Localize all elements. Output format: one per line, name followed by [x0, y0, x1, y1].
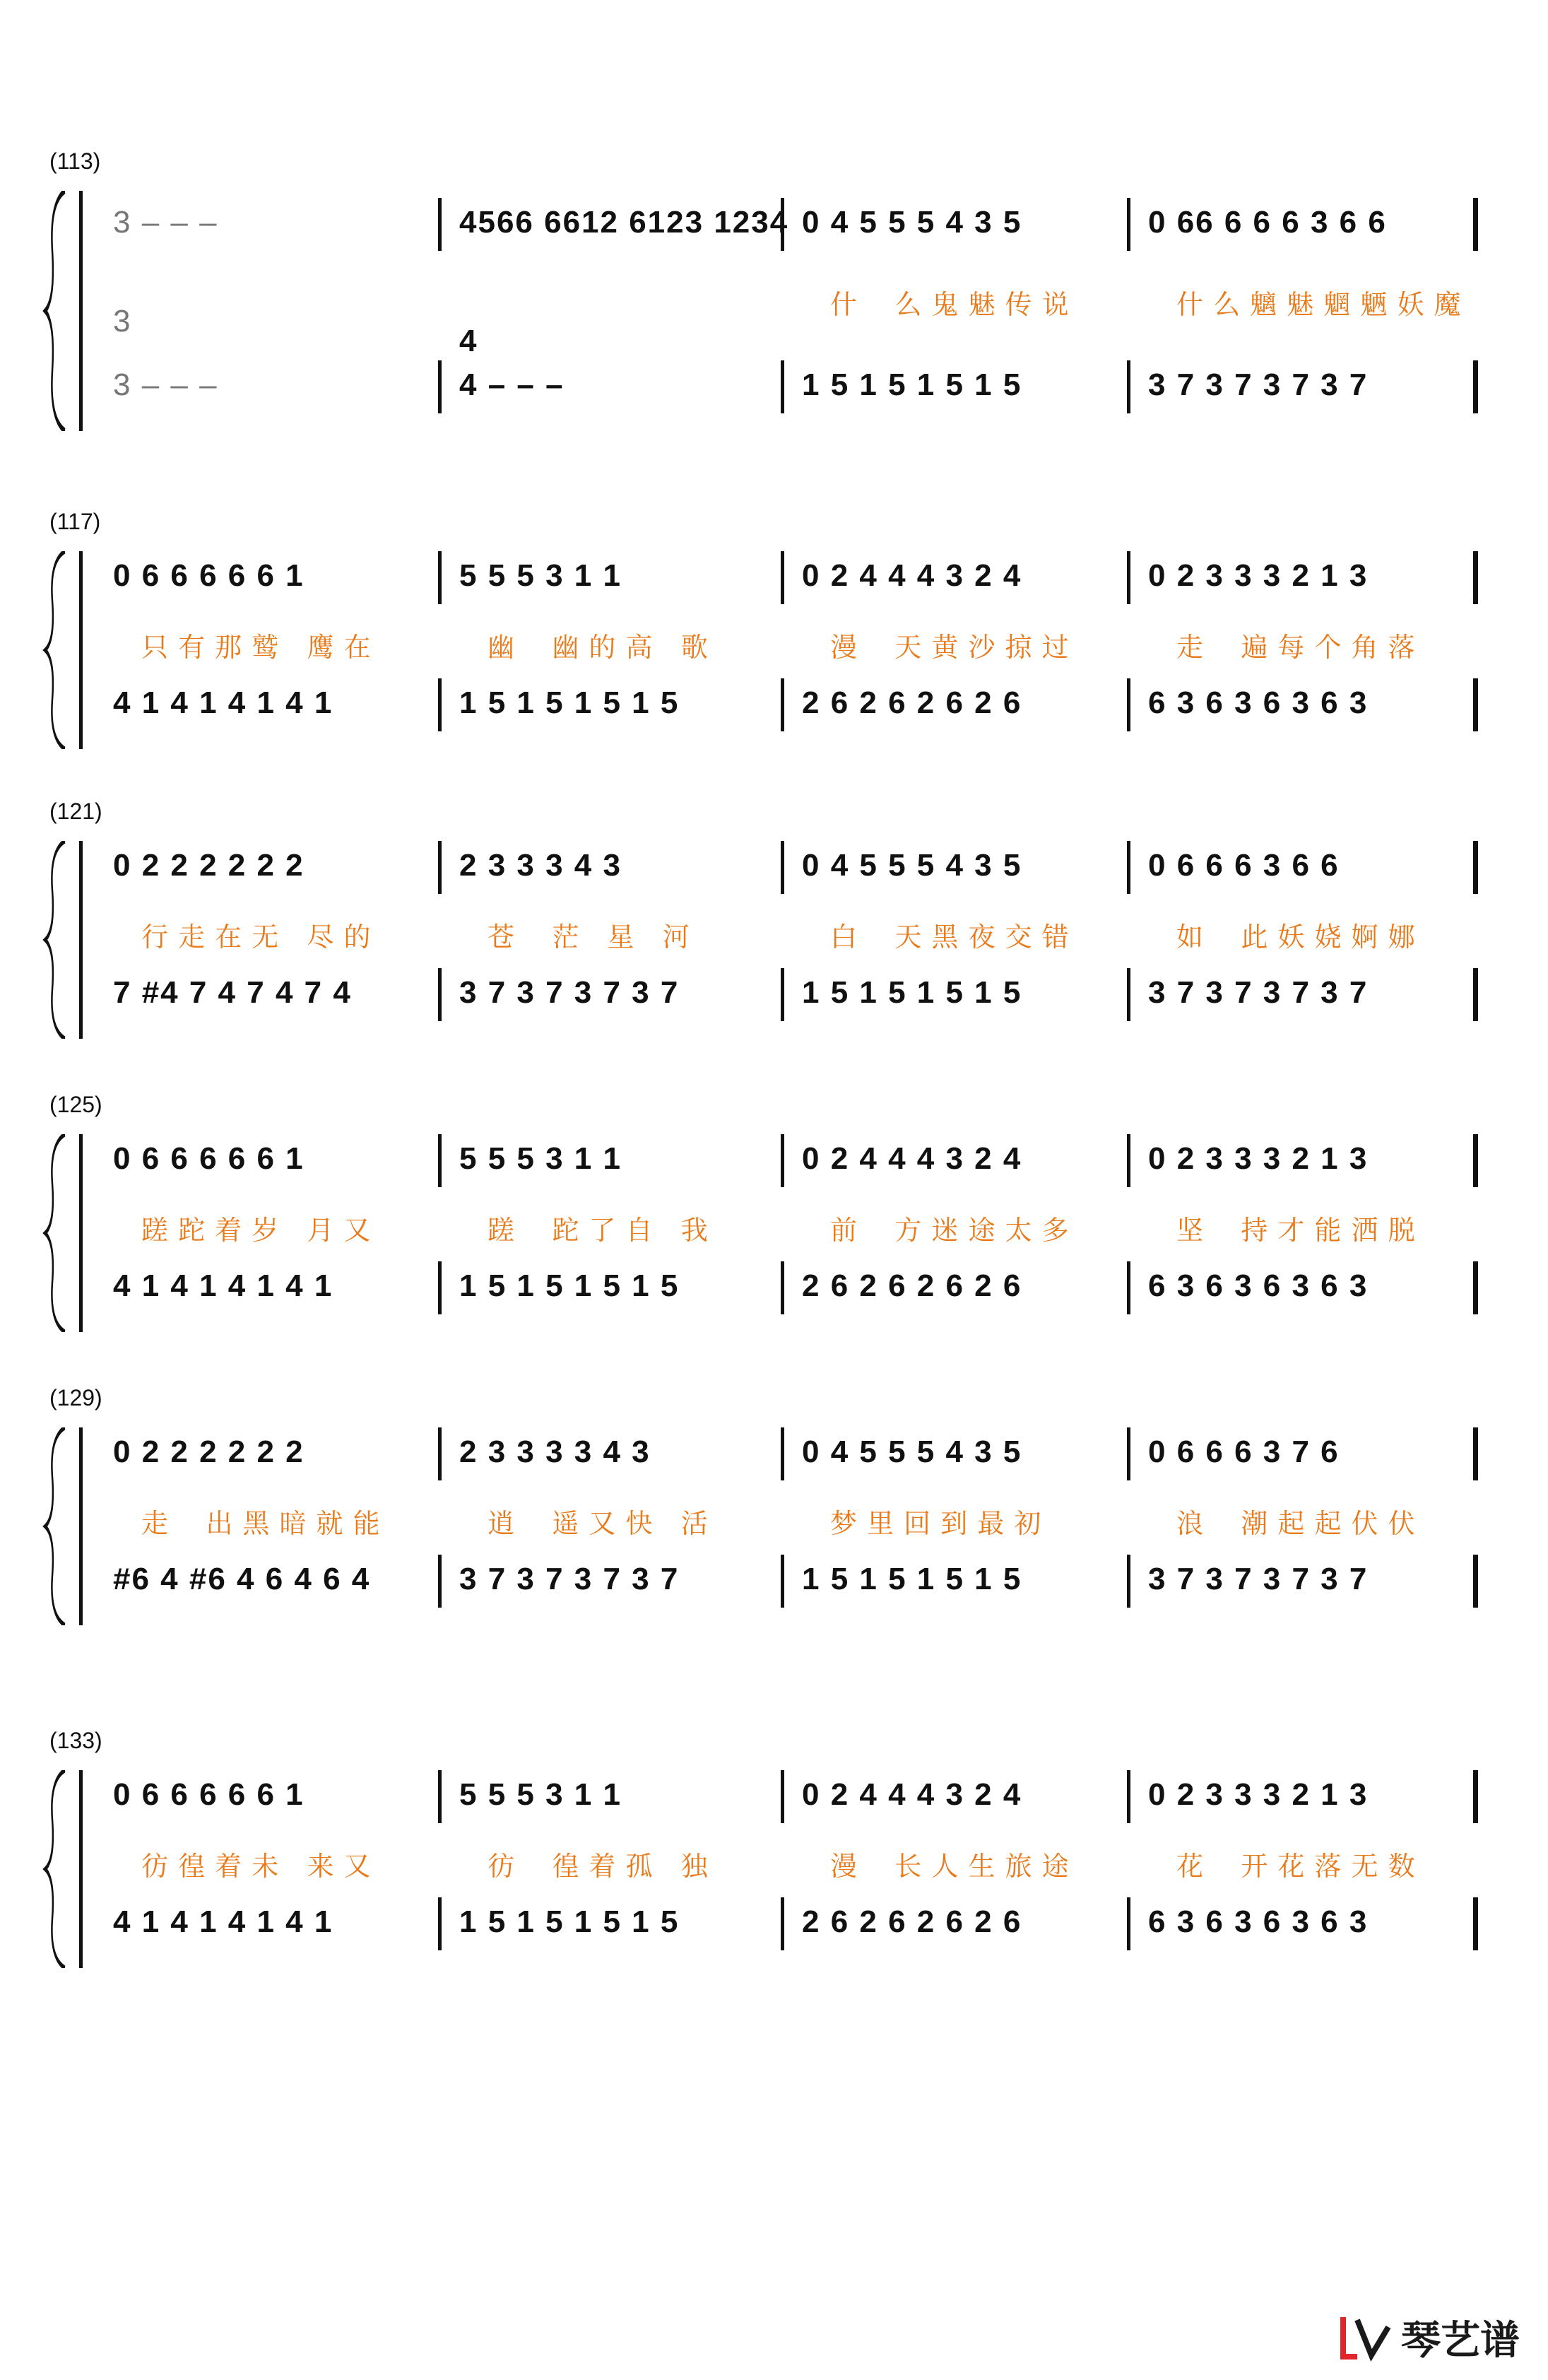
- barline: [1127, 198, 1130, 251]
- lyric-measure: 苍 茫 星 河: [488, 921, 690, 953]
- bass-measure: 3 7 3 7 3 7 3 7: [459, 1562, 680, 1596]
- staff-brace-icon: [42, 1770, 71, 1968]
- barline: [1473, 198, 1478, 251]
- system-2: [0, 509, 1548, 806]
- measure-number: (133): [49, 1728, 102, 1753]
- barline: [1127, 678, 1130, 731]
- barline: [1473, 1261, 1478, 1314]
- melody-measure: 0 4 5 5 5 4 3 5: [802, 1435, 1022, 1469]
- lyric-measure: 花 开 花 落 无 数: [1176, 1851, 1416, 1882]
- system-line: [79, 1427, 83, 1625]
- lyric-measure: 如 此 妖 娆 婀 娜: [1176, 921, 1416, 953]
- barline: [1473, 1555, 1478, 1608]
- melody-measure: 0 66 6 6 6 3 6 6: [1148, 205, 1387, 240]
- bass-measure: 7 #4 7 4 7 4 7 4: [113, 975, 352, 1010]
- system-line: [79, 1134, 83, 1332]
- bass-measure: 3 – – –: [113, 367, 218, 402]
- melody-measure: 0 6 6 6 6 6 1: [113, 1777, 305, 1812]
- melody-measure: 5 5 5 3 1 1: [459, 1777, 622, 1812]
- barline: [438, 1261, 442, 1314]
- melody-measure: 0 6 6 6 3 6 6: [1148, 848, 1340, 883]
- staff-brace-icon: [42, 841, 71, 1039]
- melody-measure: 4566 6612 6123 1234: [459, 205, 789, 240]
- barline: [1127, 1770, 1130, 1823]
- system-6: [0, 1728, 1548, 2025]
- barline: [781, 968, 784, 1021]
- melody-measure: 0 2 3 3 3 2 1 3: [1148, 1777, 1369, 1812]
- lyric-measure: 坚 持 才 能 洒 脱: [1176, 1215, 1416, 1246]
- bass-measure: #6 4 #6 4 6 4 6 4: [113, 1562, 371, 1596]
- barline: [438, 1427, 442, 1480]
- bass-measure: 1 5 1 5 1 5 1 5: [459, 1268, 680, 1303]
- lyric-measure: 漫 长 人 生 旅 途: [830, 1851, 1070, 1882]
- staff-brace-icon: [42, 191, 71, 431]
- barline: [781, 1770, 784, 1823]
- melody-measure: 5 5 5 3 1 1: [459, 1141, 622, 1176]
- bass-measure: 3 7 3 7 3 7 3 7: [1148, 1562, 1369, 1596]
- bass-measure: 3 7 3 7 3 7 3 7: [1148, 975, 1369, 1010]
- bass-measure: 3 7 3 7 3 7 3 7: [1148, 367, 1369, 402]
- barline: [1473, 968, 1478, 1021]
- bass-measure: 2 6 2 6 2 6 2 6: [802, 1904, 1022, 1939]
- bass-measure: 4 – – –: [459, 367, 565, 402]
- bass-measure: 2 6 2 6 2 6 2 6: [802, 685, 1022, 720]
- lyric-measure: 走 出 黑 暗 就 能: [141, 1508, 381, 1539]
- barline: [1127, 1427, 1130, 1480]
- lyric-measure: 走 遍 每 个 角 落: [1176, 632, 1416, 663]
- lyric-measure: 什 么 魑 魅 魍 魉 妖 魔: [1176, 289, 1462, 320]
- melody-measure: 0 4 5 5 5 4 3 5: [802, 848, 1022, 883]
- lyric-measure: 蹉 跎 着 岁 月 又: [141, 1215, 372, 1246]
- measure-number: (121): [49, 799, 102, 824]
- measure-number: (113): [49, 148, 101, 174]
- bass-measure: 6 3 6 3 6 3 6 3: [1148, 1268, 1369, 1303]
- barline: [438, 841, 442, 894]
- barline: [1473, 1897, 1478, 1950]
- staff-brace-icon: [42, 1427, 71, 1625]
- bass-measure: 4 1 4 1 4 1 4 1: [113, 1904, 333, 1939]
- barline: [1127, 551, 1130, 604]
- barline: [1473, 1770, 1478, 1823]
- lyric-measure: 前 方 迷 途 太 多: [830, 1215, 1070, 1246]
- barline: [1127, 1555, 1130, 1608]
- barline: [438, 968, 442, 1021]
- lyric-measure: 什 么 鬼 魅 传 说: [830, 289, 1070, 320]
- barline: [438, 678, 442, 731]
- bass-chord-top: 4: [459, 324, 478, 358]
- melody-measure: 0 2 4 4 4 3 2 4: [802, 1777, 1022, 1812]
- measure-number: (117): [49, 509, 101, 534]
- melody-measure: 0 4 5 5 5 4 3 5: [802, 205, 1022, 240]
- melody-measure: 0 2 4 4 4 3 2 4: [802, 1141, 1022, 1176]
- barline: [438, 1134, 442, 1187]
- bass-measure: 4 1 4 1 4 1 4 1: [113, 1268, 333, 1303]
- bass-measure: 1 5 1 5 1 5 1 5: [459, 1904, 680, 1939]
- barline: [781, 1897, 784, 1950]
- melody-measure: 0 6 6 6 6 6 1: [113, 558, 305, 593]
- melody-measure: 0 2 2 2 2 2 2: [113, 848, 305, 883]
- barline: [1127, 360, 1130, 413]
- system-line: [79, 841, 83, 1039]
- barline: [781, 1261, 784, 1314]
- system-1: [0, 148, 1548, 445]
- logo-mark-icon: [1337, 2313, 1394, 2362]
- logo-text: 琴艺谱: [1401, 2318, 1520, 2364]
- measure-number: (129): [49, 1385, 102, 1410]
- bass-measure: 4 1 4 1 4 1 4 1: [113, 685, 333, 720]
- lyric-measure: 蹉 跎 了 自 我: [488, 1215, 709, 1246]
- measure-number: (125): [49, 1092, 102, 1117]
- barline: [438, 198, 442, 251]
- site-logo: [1337, 2309, 1520, 2366]
- melody-measure: 0 2 2 2 2 2 2: [113, 1435, 305, 1469]
- lyric-measure: 白 天 黑 夜 交 错: [830, 921, 1070, 953]
- staff-brace-icon: [42, 1134, 71, 1332]
- lyric-measure: 幽 幽 的 高 歌: [488, 632, 709, 663]
- bass-measure: 2 6 2 6 2 6 2 6: [802, 1268, 1022, 1303]
- melody-measure: 0 2 4 4 4 3 2 4: [802, 558, 1022, 593]
- system-4: [0, 1092, 1548, 1389]
- barline: [781, 1555, 784, 1608]
- bass-measure: 1 5 1 5 1 5 1 5: [802, 1562, 1022, 1596]
- barline: [1127, 1897, 1130, 1950]
- barline: [438, 1555, 442, 1608]
- barline: [1127, 1134, 1130, 1187]
- melody-measure: 2 3 3 3 3 4 3: [459, 1435, 651, 1469]
- bass-measure: 1 5 1 5 1 5 1 5: [802, 367, 1022, 402]
- barline: [1473, 360, 1478, 413]
- melody-measure: 0 2 3 3 3 2 1 3: [1148, 1141, 1369, 1176]
- barline: [438, 1897, 442, 1950]
- melody-lower-note: 3: [113, 304, 132, 338]
- system-line: [79, 1770, 83, 1968]
- barline: [1473, 678, 1478, 731]
- system-line: [79, 191, 83, 431]
- barline: [781, 551, 784, 604]
- barline: [438, 551, 442, 604]
- melody-measure: 0 6 6 6 6 6 1: [113, 1141, 305, 1176]
- barline: [1127, 968, 1130, 1021]
- lyric-measure: 彷 徨 着 孤 独: [488, 1851, 709, 1882]
- lyric-measure: 逍 遥 又 快 活: [488, 1508, 709, 1539]
- lyric-measure: 彷 徨 着 未 来 又: [141, 1851, 372, 1882]
- lyric-measure: 只 有 那 鹫 鹰 在: [141, 632, 372, 663]
- barline: [1127, 841, 1130, 894]
- lyric-measure: 漫 天 黄 沙 掠 过: [830, 632, 1070, 663]
- barline: [781, 1134, 784, 1187]
- system-3: [0, 799, 1548, 1095]
- staff-brace-icon: [42, 551, 71, 749]
- melody-measure: 0 2 3 3 3 2 1 3: [1148, 558, 1369, 593]
- barline: [781, 841, 784, 894]
- barline: [1473, 841, 1478, 894]
- lyric-measure: 行 走 在 无 尽 的: [141, 921, 372, 953]
- melody-measure: 3 – – –: [113, 205, 218, 240]
- barline: [438, 1770, 442, 1823]
- barline: [1127, 1261, 1130, 1314]
- bass-measure: 1 5 1 5 1 5 1 5: [459, 685, 680, 720]
- lyric-measure: 浪 潮 起 起 伏 伏: [1176, 1508, 1416, 1539]
- system-5: [0, 1385, 1548, 1682]
- barline: [438, 360, 442, 413]
- melody-measure: 2 3 3 3 4 3: [459, 848, 622, 883]
- barline: [781, 360, 784, 413]
- bass-measure: 6 3 6 3 6 3 6 3: [1148, 685, 1369, 720]
- bass-measure: 6 3 6 3 6 3 6 3: [1148, 1904, 1369, 1939]
- system-line: [79, 551, 83, 749]
- barline: [1473, 551, 1478, 604]
- bass-measure: 3 7 3 7 3 7 3 7: [459, 975, 680, 1010]
- melody-measure: 0 6 6 6 3 7 6: [1148, 1435, 1340, 1469]
- barline: [1473, 1134, 1478, 1187]
- lyric-measure: 梦 里 回 到 最 初: [830, 1508, 1042, 1539]
- bass-measure: 1 5 1 5 1 5 1 5: [802, 975, 1022, 1010]
- melody-measure: 5 5 5 3 1 1: [459, 558, 622, 593]
- barline: [781, 1427, 784, 1480]
- barline: [781, 678, 784, 731]
- barline: [1473, 1427, 1478, 1480]
